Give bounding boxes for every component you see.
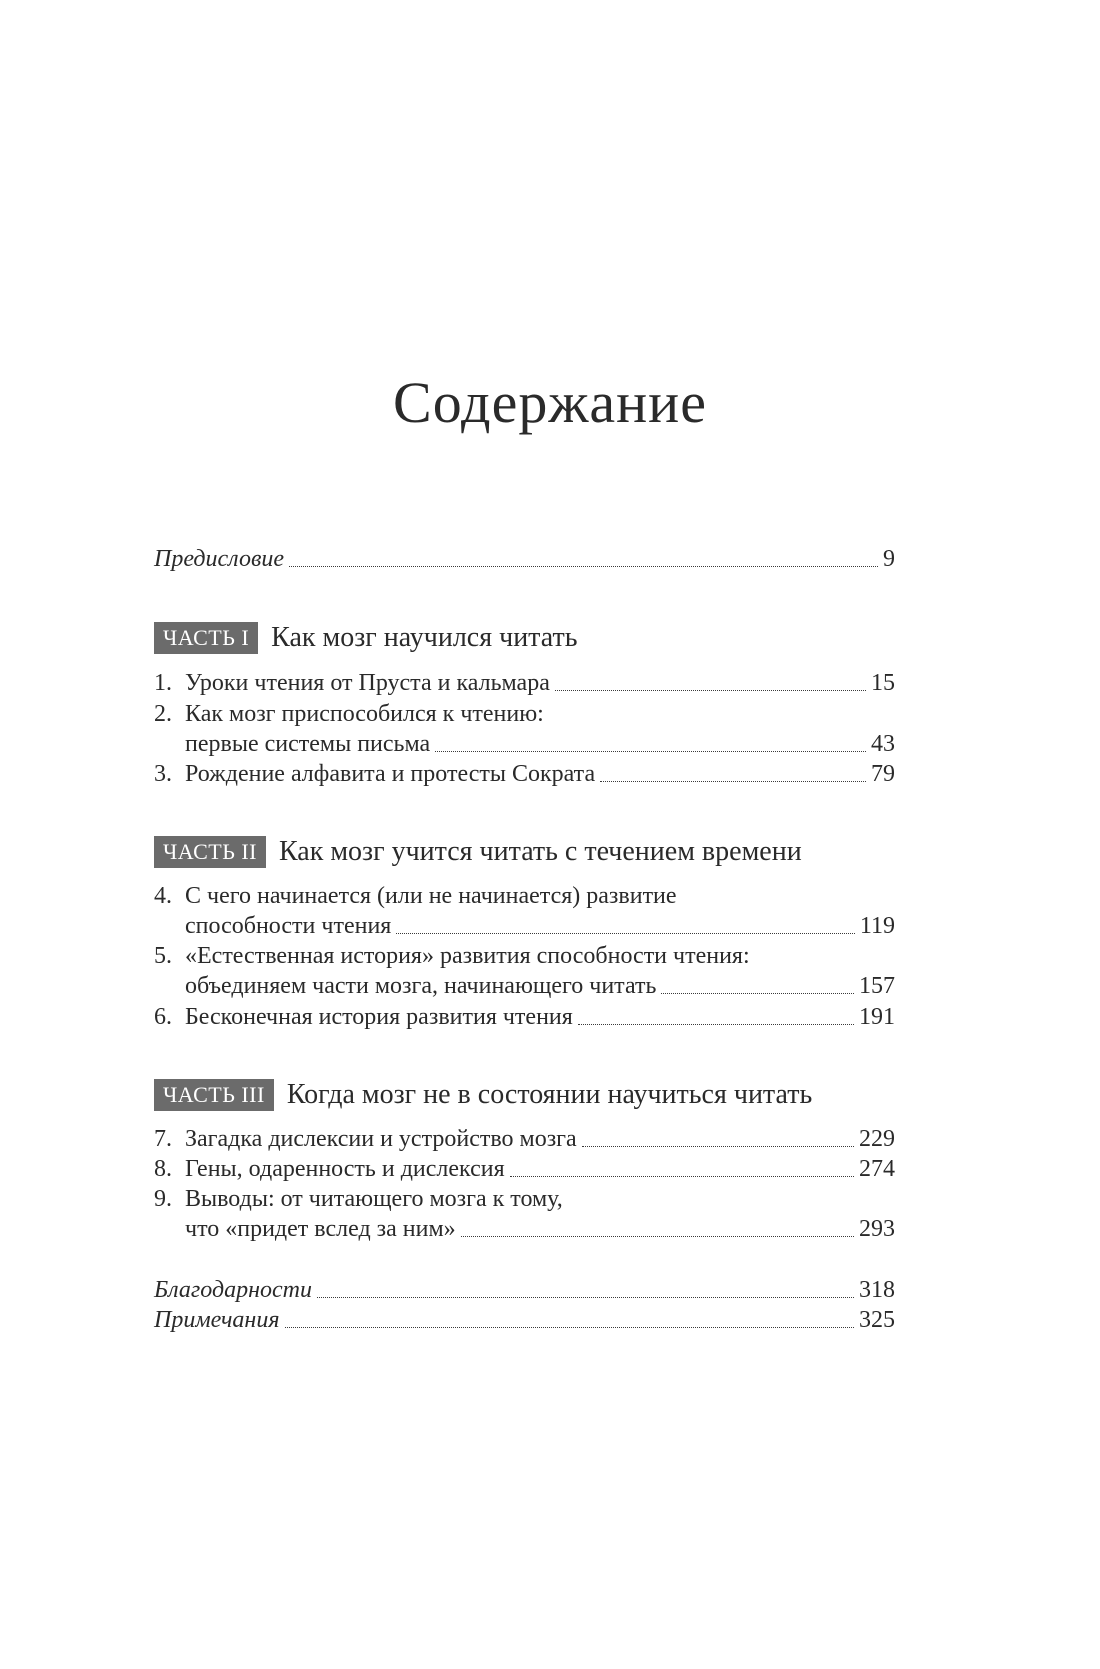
- dot-leader: [461, 1236, 854, 1237]
- dot-leader: [578, 1024, 854, 1025]
- toc-entry-chapter-5[interactable]: [154, 940, 895, 972]
- toc-page-number: 9: [883, 546, 895, 572]
- chapter-number: 2.: [154, 701, 172, 727]
- toc-page-number: 293: [859, 1216, 895, 1242]
- chapter-number: 6.: [154, 1004, 172, 1030]
- chapter-title: Уроки чтения от Пруста и кальмара: [185, 670, 550, 696]
- toc-page-number: 15: [871, 670, 895, 696]
- dot-leader: [600, 781, 866, 782]
- toc-entry-chapter-1[interactable]: [154, 667, 895, 699]
- toc-page-number: 274: [859, 1156, 895, 1182]
- toc-page-number: 157: [859, 973, 895, 999]
- toc-entry-chapter-2-cont[interactable]: [154, 728, 895, 760]
- chapter-title-cont: что «придет вслед за ним»: [185, 1216, 456, 1242]
- toc-entry-notes[interactable]: [154, 1304, 895, 1336]
- dot-leader: [285, 1327, 855, 1328]
- chapter-title: «Естественная история» развития способности чтения:: [185, 943, 750, 969]
- chapter-title: Гены, одаренность и дислексия: [185, 1156, 505, 1182]
- toc-entry-chapter-4-cont[interactable]: [154, 910, 895, 942]
- toc-entry-chapter-2[interactable]: [154, 698, 895, 730]
- part-heading-1: [154, 620, 577, 656]
- toc-entry-chapter-9[interactable]: [154, 1183, 895, 1215]
- chapter-title: Загадка дислексии и устройство мозга: [185, 1126, 577, 1152]
- toc-entry-chapter-3[interactable]: [154, 758, 895, 790]
- chapter-title: Выводы: от читающего мозга к тому,: [185, 1186, 563, 1212]
- page-title: Содержание: [393, 370, 707, 435]
- chapter-title-cont: первые системы письма: [185, 731, 431, 757]
- dot-leader: [435, 751, 866, 752]
- dot-leader: [289, 566, 878, 567]
- chapter-title-cont: объединяем части мозга, начинающего читать: [185, 973, 657, 999]
- chapter-number: 9.: [154, 1186, 172, 1212]
- toc-page-number: 119: [859, 913, 895, 939]
- chapter-title: С чего начинается (или не начинается) развитие: [185, 883, 677, 909]
- toc-entry-chapter-5-cont[interactable]: [154, 970, 895, 1002]
- toc-entry-chapter-9-cont[interactable]: [154, 1213, 895, 1245]
- part-badge: ЧАСТЬ III: [154, 1079, 274, 1111]
- chapter-number: 1.: [154, 670, 172, 696]
- toc-page-number: 229: [859, 1126, 895, 1152]
- toc-page-number: 325: [859, 1307, 895, 1333]
- part-title: Когда мозг не в состоянии научиться читать: [286, 1079, 813, 1110]
- toc-entry-preface[interactable]: [154, 543, 895, 575]
- toc-entry-chapter-6[interactable]: [154, 1001, 895, 1033]
- toc-entry-label: Примечания: [154, 1307, 280, 1333]
- toc-entry-chapter-8[interactable]: [154, 1153, 895, 1185]
- dot-leader: [396, 933, 855, 934]
- chapter-title: Бесконечная история развития чтения: [185, 1004, 573, 1030]
- dot-leader: [317, 1297, 854, 1298]
- chapter-number: 3.: [154, 761, 172, 787]
- part-title: Как мозг научился читать: [271, 622, 578, 653]
- chapter-title: Как мозг приспособился к чтению:: [185, 701, 544, 727]
- part-badge: ЧАСТЬ II: [154, 836, 266, 868]
- toc-page-number: 79: [871, 761, 895, 787]
- toc-entry-chapter-4[interactable]: [154, 880, 895, 912]
- toc-page-number: 191: [859, 1004, 895, 1030]
- part-heading-3: [154, 1077, 812, 1113]
- toc-entry-label: Предисловие: [154, 546, 285, 572]
- toc-entry-acknowledgements[interactable]: [154, 1274, 895, 1306]
- part-title: Как мозг учится читать с течением времени: [279, 836, 802, 867]
- toc-page-number: 43: [871, 731, 895, 757]
- toc-page-number: 318: [859, 1277, 895, 1303]
- toc-entry-chapter-7[interactable]: [154, 1123, 895, 1155]
- chapter-number: 5.: [154, 943, 172, 969]
- dot-leader: [582, 1146, 854, 1147]
- part-badge: ЧАСТЬ I: [154, 622, 258, 654]
- chapter-number: 7.: [154, 1126, 172, 1152]
- dot-leader: [510, 1176, 854, 1177]
- chapter-title-cont: способности чтения: [185, 913, 392, 939]
- chapter-number: 8.: [154, 1156, 172, 1182]
- dot-leader: [555, 690, 866, 691]
- dot-leader: [661, 993, 854, 994]
- toc-entry-label: Благодарности: [154, 1277, 312, 1303]
- chapter-title: Рождение алфавита и протесты Сократа: [185, 761, 596, 787]
- chapter-number: 4.: [154, 883, 172, 909]
- part-heading-2: [154, 834, 802, 870]
